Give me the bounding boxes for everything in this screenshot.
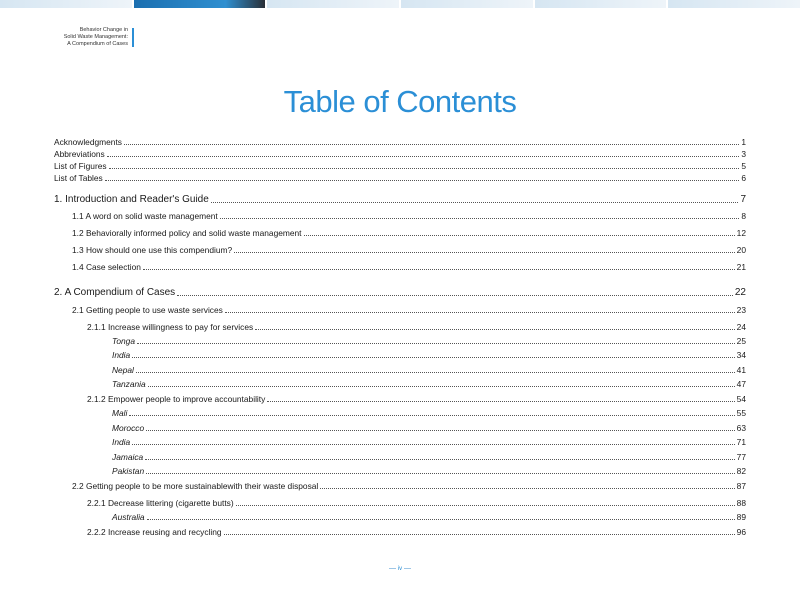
toc-entry-label: Tanzania bbox=[112, 379, 146, 389]
toc-leader-dots bbox=[177, 295, 733, 296]
toc-leader-dots bbox=[267, 401, 734, 402]
toc-leader-dots bbox=[225, 312, 735, 313]
footer-dash bbox=[404, 568, 411, 569]
top-bar-segment bbox=[267, 0, 399, 8]
toc-entry[interactable] bbox=[54, 137, 746, 147]
toc-leader-dots bbox=[236, 505, 735, 506]
toc-leader-dots bbox=[107, 156, 740, 157]
toc-entry-page: 96 bbox=[736, 527, 746, 537]
toc-entry-page: 88 bbox=[736, 498, 746, 508]
toc-entry-page: 34 bbox=[736, 350, 746, 360]
toc-leader-dots bbox=[304, 235, 735, 236]
top-bar-segment bbox=[401, 0, 533, 8]
toc-entry-label: 2. A Compendium of Cases bbox=[54, 287, 176, 298]
toc-case-entry[interactable] bbox=[112, 365, 746, 375]
toc-entry[interactable] bbox=[54, 149, 746, 159]
toc-entry-page: 87 bbox=[736, 481, 746, 491]
toc-entry-label: Abbreviations bbox=[54, 149, 105, 159]
toc-subsection-entry[interactable] bbox=[87, 527, 746, 537]
toc-entry-label: Acknowledgments bbox=[54, 137, 122, 147]
toc-entry-page: 22 bbox=[734, 287, 746, 298]
toc-leader-dots bbox=[132, 444, 735, 445]
running-header-line: Behavior Change in bbox=[79, 27, 128, 33]
toc-leader-dots bbox=[137, 343, 735, 344]
toc-case-entry[interactable] bbox=[112, 452, 746, 462]
running-header-line: Solid Waste Management: bbox=[63, 34, 128, 40]
toc-entry-label: 1. Introduction and Reader's Guide bbox=[54, 194, 209, 205]
toc-case-entry[interactable] bbox=[112, 350, 746, 360]
toc-case-entry[interactable] bbox=[112, 379, 746, 389]
toc-leader-dots bbox=[105, 180, 740, 181]
toc-entry-page: 25 bbox=[736, 336, 746, 346]
toc-entry-page: 3 bbox=[741, 149, 746, 159]
toc-section-entry[interactable] bbox=[72, 228, 746, 238]
toc-case-entry[interactable] bbox=[112, 466, 746, 476]
top-color-bar bbox=[0, 0, 800, 8]
toc-leader-dots bbox=[146, 473, 735, 474]
toc-entry-page: 5 bbox=[741, 161, 746, 171]
toc-entry-page: 47 bbox=[736, 379, 746, 389]
toc-leader-dots bbox=[143, 269, 735, 270]
top-bar-segment bbox=[0, 0, 132, 8]
toc-entry-page: 12 bbox=[736, 228, 746, 238]
toc-leader-dots bbox=[146, 430, 735, 431]
toc-entry-label: Nepal bbox=[112, 365, 134, 375]
toc-entry-label: 2.2 Getting people to be more sustainablewith their waste disposal bbox=[72, 481, 319, 491]
toc-entry-label: 1.3 How should one use this compendium? bbox=[72, 245, 233, 255]
toc-subsection-entry[interactable] bbox=[87, 394, 746, 404]
toc-entry-label: 1.1 A word on solid waste management bbox=[72, 211, 218, 221]
toc-entry-page: 23 bbox=[736, 305, 746, 315]
toc-leader-dots bbox=[129, 415, 734, 416]
toc-case-entry[interactable] bbox=[112, 423, 746, 433]
toc-leader-dots bbox=[132, 357, 735, 358]
toc-leader-dots bbox=[109, 168, 740, 169]
toc-section-entry[interactable] bbox=[72, 211, 746, 221]
toc-entry-label: 2.1 Getting people to use waste services bbox=[72, 305, 223, 315]
toc-entry-page: 82 bbox=[736, 466, 746, 476]
toc-case-entry[interactable] bbox=[112, 512, 746, 522]
toc-entry-label: Pakistan bbox=[112, 466, 145, 476]
toc-entry-label: 2.2.1 Decrease littering (cigarette butts) bbox=[87, 498, 234, 508]
toc-entry-label: 2.2.2 Increase reusing and recycling bbox=[87, 527, 222, 537]
toc-case-entry[interactable] bbox=[112, 437, 746, 447]
toc-entry-page: 24 bbox=[736, 322, 746, 332]
top-bar-segment bbox=[535, 0, 667, 8]
toc-case-entry[interactable] bbox=[112, 408, 746, 418]
toc-leader-dots bbox=[234, 252, 735, 253]
toc-leader-dots bbox=[147, 519, 735, 520]
toc-leader-dots bbox=[220, 218, 740, 219]
toc-entry-page: 41 bbox=[736, 365, 746, 375]
toc-entry-page: 77 bbox=[736, 452, 746, 462]
toc-entry-label: 1.4 Case selection bbox=[72, 262, 141, 272]
toc-entry-label: Morocco bbox=[112, 423, 145, 433]
toc-leader-dots bbox=[148, 386, 735, 387]
top-bar-segment bbox=[668, 0, 800, 8]
toc-leader-dots bbox=[136, 372, 735, 373]
toc-entry-page: 71 bbox=[736, 437, 746, 447]
toc-entry-label: 2.1.2 Empower people to improve accountability bbox=[87, 394, 266, 404]
header-accent-rule bbox=[132, 28, 134, 47]
toc-entry-page: 7 bbox=[740, 194, 746, 205]
toc-leader-dots bbox=[211, 202, 739, 203]
toc-case-entry[interactable] bbox=[112, 336, 746, 346]
toc-entry-label: Jamaica bbox=[112, 452, 144, 462]
toc-subsection-entry[interactable] bbox=[87, 498, 746, 508]
toc-leader-dots bbox=[224, 534, 735, 535]
toc-entry-label: 2.1.1 Increase willingness to pay for services bbox=[87, 322, 254, 332]
toc-entry-page: 20 bbox=[736, 245, 746, 255]
toc-entry-label: 1.2 Behaviorally informed policy and solid waste management bbox=[72, 228, 302, 238]
toc-entry-label: List of Tables bbox=[54, 173, 103, 183]
toc-entry-label: India bbox=[112, 350, 131, 360]
page-footer bbox=[0, 566, 800, 572]
toc-entry-page: 21 bbox=[736, 262, 746, 272]
toc-section-entry[interactable] bbox=[72, 245, 746, 255]
toc-entry-page: 63 bbox=[736, 423, 746, 433]
page-title: Table of Contents bbox=[283, 84, 517, 119]
toc-section-entry[interactable] bbox=[72, 262, 746, 272]
toc-entry-page: 55 bbox=[736, 408, 746, 418]
toc-entry-label: Tonga bbox=[112, 336, 135, 346]
toc-subsection-entry[interactable] bbox=[87, 322, 746, 332]
toc-entry[interactable] bbox=[54, 161, 746, 171]
toc-section-entry[interactable] bbox=[72, 305, 746, 315]
toc-chapter-entry[interactable] bbox=[54, 194, 746, 205]
toc-entry-page: 54 bbox=[736, 394, 746, 404]
toc-leader-dots bbox=[255, 329, 734, 330]
toc-leader-dots bbox=[320, 488, 734, 489]
running-header-line: A Compendium of Cases bbox=[67, 41, 128, 47]
top-bar-segment-active bbox=[134, 0, 266, 8]
toc-entry-label: Australia bbox=[112, 512, 145, 522]
toc-entry-page: 1 bbox=[741, 137, 746, 147]
toc-entry-label: India bbox=[112, 437, 131, 447]
page-number: iv bbox=[397, 566, 403, 572]
toc-entry-label: Mali bbox=[112, 408, 128, 418]
toc-entry-page: 8 bbox=[741, 211, 746, 221]
footer-dash bbox=[389, 568, 396, 569]
toc-entry-page: 89 bbox=[736, 512, 746, 522]
toc-section-entry[interactable] bbox=[72, 481, 746, 491]
toc-entry-label: List of Figures bbox=[54, 161, 107, 171]
toc-entry-page: 6 bbox=[741, 173, 746, 183]
running-header bbox=[40, 27, 128, 48]
toc-leader-dots bbox=[124, 144, 739, 145]
toc-leader-dots bbox=[145, 459, 734, 460]
toc-entry[interactable] bbox=[54, 173, 746, 183]
toc-chapter-entry[interactable] bbox=[54, 287, 746, 298]
